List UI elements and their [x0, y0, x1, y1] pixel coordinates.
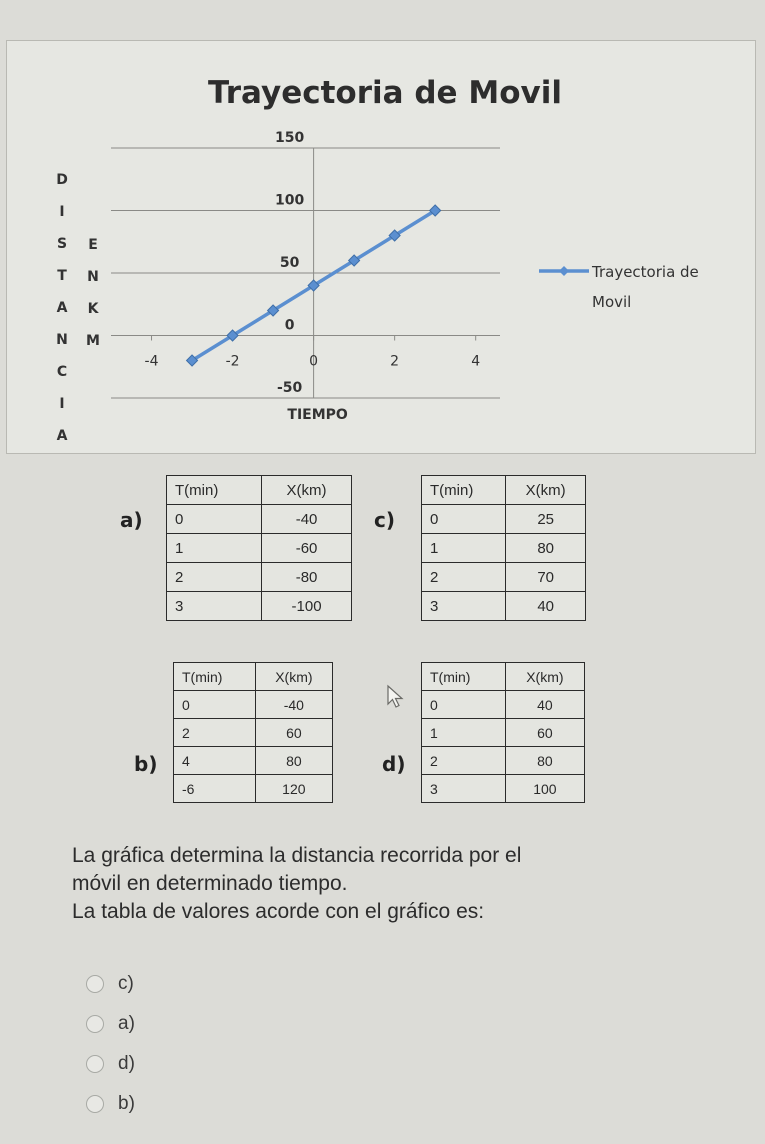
radio-button[interactable] [86, 1095, 104, 1113]
table-cell: -40 [255, 691, 332, 719]
table-cell: 60 [255, 719, 332, 747]
table-cell: 70 [506, 563, 586, 592]
table-cell: -100 [262, 592, 352, 621]
y-axis-title-letter: E [88, 237, 98, 253]
table-header-cell: X(km) [505, 663, 584, 691]
option-label: c) [118, 973, 134, 994]
x-tick-label: 0 [309, 353, 319, 370]
table-cell: -60 [262, 534, 352, 563]
table-cell: 120 [255, 775, 332, 803]
table-cell: 0 [422, 691, 506, 719]
table-row [422, 505, 586, 534]
table-row [422, 775, 585, 803]
table-row [422, 592, 586, 621]
y-axis-title-letter: S [56, 236, 68, 252]
table-cell: 1 [167, 534, 262, 563]
table-row [174, 747, 333, 775]
table-header-cell: T(min) [422, 663, 506, 691]
x-tick-label: 4 [471, 353, 481, 370]
table-header-cell: X(km) [262, 476, 352, 505]
y-axis-title-letter: N [56, 332, 68, 348]
question-line: La gráfica determina la distancia recorrida por el [72, 844, 522, 867]
y-axis-title-letter: D [56, 172, 68, 188]
table-d [421, 662, 585, 803]
table-cell: 40 [506, 592, 586, 621]
table-row [174, 663, 333, 691]
table-row [422, 663, 585, 691]
table-header-cell: X(km) [506, 476, 586, 505]
y-axis-title-letter: A [56, 428, 68, 444]
option-b[interactable] [86, 1092, 135, 1116]
option-label: d) [118, 1053, 135, 1074]
option-d[interactable] [86, 1052, 135, 1076]
table-cell: 2 [174, 719, 256, 747]
y-axis-title-letter: M [86, 333, 100, 349]
table-row [174, 775, 333, 803]
question-line: La tabla de valores acorde con el gráfico es: [72, 900, 485, 923]
table-a [166, 475, 352, 621]
table-cell: 80 [506, 534, 586, 563]
table-cell: 40 [505, 691, 584, 719]
legend-label: Movil [592, 293, 632, 311]
table-b [173, 662, 333, 803]
table-row [422, 476, 586, 505]
table-cell: -6 [174, 775, 256, 803]
y-tick-label: -50 [276, 380, 303, 396]
chart-panel [6, 40, 756, 454]
table-row [422, 691, 585, 719]
y-axis-title-letter: I [59, 204, 65, 220]
table-row [174, 719, 333, 747]
table-cell: 2 [422, 747, 506, 775]
table-cell: 3 [167, 592, 262, 621]
table-row [422, 747, 585, 775]
y-axis-title-letter: A [56, 300, 68, 316]
chart-title: Trayectoria de Movil [208, 75, 562, 111]
table-cell: 2 [167, 563, 262, 592]
option-label: b) [118, 1093, 135, 1114]
y-tick-label: 50 [279, 255, 300, 271]
table-cell: -40 [262, 505, 352, 534]
question-line: móvil en determinado tiempo. [72, 872, 348, 895]
table-cell: 3 [422, 775, 506, 803]
table-cell: 4 [174, 747, 256, 775]
table-cell: 80 [505, 747, 584, 775]
table-header-cell: T(min) [167, 476, 262, 505]
y-axis-title-letter: K [87, 301, 99, 317]
option-a[interactable] [86, 1012, 135, 1036]
table-cell: 0 [167, 505, 262, 534]
y-axis-title-letter: T [57, 268, 67, 284]
y-tick-label: 100 [274, 192, 305, 209]
mouse-cursor-icon [386, 684, 410, 710]
line-chart [7, 41, 755, 453]
x-tick-label: -4 [144, 353, 159, 370]
legend-marker [559, 266, 569, 276]
y-tick-label: 0 [284, 317, 295, 334]
table-cell: -80 [262, 563, 352, 592]
table-cell: 2 [422, 563, 506, 592]
x-tick-label: -2 [225, 353, 240, 370]
table-cell: 0 [422, 505, 506, 534]
y-tick-label: 150 [274, 130, 305, 146]
legend-label: Trayectoria de [592, 263, 699, 281]
table-cell: 3 [422, 592, 506, 621]
x-tick-label: 2 [390, 353, 400, 370]
question-text [72, 842, 732, 926]
table-row [422, 719, 585, 747]
table-row [174, 691, 333, 719]
table-b-label: b) [134, 752, 158, 776]
table-header-cell: T(min) [174, 663, 256, 691]
table-c-label: c) [374, 508, 395, 532]
table-row [167, 505, 352, 534]
option-label: a) [118, 1013, 135, 1034]
table-row [167, 476, 352, 505]
table-cell: 100 [505, 775, 584, 803]
table-cell: 80 [255, 747, 332, 775]
table-a-label: a) [120, 508, 143, 532]
table-d-label: d) [382, 752, 406, 776]
table-row [167, 563, 352, 592]
radio-button[interactable] [86, 1015, 104, 1033]
y-axis-title-letter: I [59, 396, 65, 412]
y-axis-title-letter: N [87, 269, 99, 285]
table-header-cell: T(min) [422, 476, 506, 505]
radio-button[interactable] [86, 1055, 104, 1073]
table-cell: 60 [505, 719, 584, 747]
x-axis-title: TIEMPO [287, 407, 348, 423]
y-axis-title-letter: C [56, 364, 68, 380]
radio-button[interactable] [86, 975, 104, 993]
table-cell: 1 [422, 534, 506, 563]
table-cell: 1 [422, 719, 506, 747]
table-header-cell: X(km) [255, 663, 332, 691]
table-c [421, 475, 586, 621]
table-cell: 0 [174, 691, 256, 719]
table-row [422, 534, 586, 563]
table-row [167, 592, 352, 621]
table-row [422, 563, 586, 592]
table-row [167, 534, 352, 563]
option-c[interactable] [86, 972, 134, 996]
table-cell: 25 [506, 505, 586, 534]
